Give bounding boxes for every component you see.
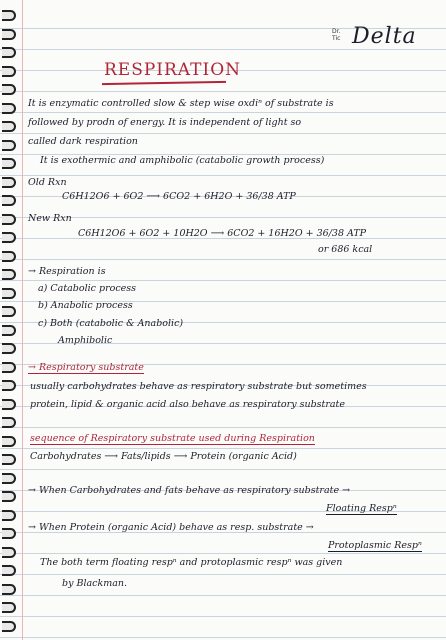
exothermic-line: It is exothermic and amphibolic (catabolic growth process) xyxy=(40,155,325,166)
spiral-ring xyxy=(2,602,16,613)
new-reaction-heading: New Rxn xyxy=(28,213,72,224)
protoplasmic-resp-condition: → When Protein (organic Acid) behave as resp. substrate → xyxy=(28,522,314,533)
option-c: c) Both (catabolic & Anabolic) xyxy=(38,318,184,329)
spiral-ring xyxy=(2,84,16,95)
spiral-ring xyxy=(2,232,16,243)
blackman-line-2: by Blackman. xyxy=(62,578,128,589)
brand-logo xyxy=(332,24,432,64)
spiral-ring xyxy=(2,380,16,391)
blackman-line-1: The both term floating respⁿ and protoplasmic respⁿ was given xyxy=(40,557,343,568)
amphibolic-answer: Amphibolic xyxy=(58,335,113,346)
substrate-line-2: protein, lipid & organic acid also behave as respiratory substrate xyxy=(30,399,345,410)
page-title: RESPIRATION xyxy=(104,60,242,80)
spiral-ring xyxy=(2,584,16,595)
respiration-is-heading: → Respiration is xyxy=(28,266,106,277)
spiral-ring xyxy=(2,269,16,280)
spiral-ring xyxy=(2,47,16,58)
brand-name: Delta xyxy=(352,24,417,49)
spiral-ring xyxy=(2,473,16,484)
spiral-ring xyxy=(2,288,16,299)
spiral-ring xyxy=(2,510,16,521)
spiral-ring xyxy=(2,621,16,632)
option-b: b) Anabolic process xyxy=(38,300,133,311)
spiral-ring xyxy=(2,491,16,502)
margin-line xyxy=(22,0,23,640)
spiral-ring xyxy=(2,436,16,447)
spiral-ring xyxy=(2,528,16,539)
spiral-ring xyxy=(2,121,16,132)
spiral-ring xyxy=(2,29,16,40)
respiratory-substrate-heading: → Respiratory substrate xyxy=(28,362,144,373)
old-reaction-heading: Old Rxn xyxy=(28,177,67,188)
spiral-ring xyxy=(2,325,16,336)
spiral-ring xyxy=(2,214,16,225)
spiral-binding xyxy=(0,0,18,640)
title-underline xyxy=(102,81,226,85)
spiral-ring xyxy=(2,417,16,428)
spiral-ring xyxy=(2,399,16,410)
definition-line-1: It is enzymatic controlled slow & step wise oxdiⁿ of substrate is xyxy=(28,98,334,109)
spiral-ring xyxy=(2,158,16,169)
spiral-ring xyxy=(2,177,16,188)
spiral-ring xyxy=(2,343,16,354)
spiral-ring xyxy=(2,565,16,576)
protoplasmic-resp-label: Protoplasmic Respⁿ xyxy=(328,540,422,551)
sequence-chain: Carbohydrates ⟶ Fats/lipids ⟶ Protein (organic Acid) xyxy=(30,451,297,462)
spiral-ring xyxy=(2,103,16,114)
definition-line-3: called dark respiration xyxy=(28,136,138,147)
spiral-ring xyxy=(2,195,16,206)
sequence-heading: sequence of Respiratory substrate used during Respiration xyxy=(30,433,315,444)
option-a: a) Catabolic process xyxy=(38,283,137,294)
spiral-ring xyxy=(2,362,16,373)
spiral-ring xyxy=(2,306,16,317)
definition-line-2: followed by prodn of energy. It is independent of light so xyxy=(28,117,302,128)
brand-small-text-2: Tic xyxy=(332,35,341,42)
energy-value: or 686 kcal xyxy=(318,244,373,255)
substrate-line-1: usually carbohydrates behave as respiratory substrate but sometimes xyxy=(30,381,367,392)
floating-resp-label: Floating Respⁿ xyxy=(326,503,397,514)
spiral-ring xyxy=(2,454,16,465)
spiral-ring xyxy=(2,10,16,21)
spiral-ring xyxy=(2,140,16,151)
old-reaction-equation: C6H12O6 + 6O2 ⟶ 6CO2 + 6H2O + 36/38 ATP xyxy=(62,191,296,202)
spiral-ring xyxy=(2,66,16,77)
floating-resp-condition: → When Carbohydrates and fats behave as respiratory substrate → xyxy=(28,485,351,496)
new-reaction-equation: C6H12O6 + 6O2 + 10H2O ⟶ 6CO2 + 16H2O + 36/38 ATP xyxy=(78,228,367,239)
brand-small-text: Dr. xyxy=(332,28,341,35)
spiral-ring xyxy=(2,547,16,558)
spiral-ring xyxy=(2,251,16,262)
